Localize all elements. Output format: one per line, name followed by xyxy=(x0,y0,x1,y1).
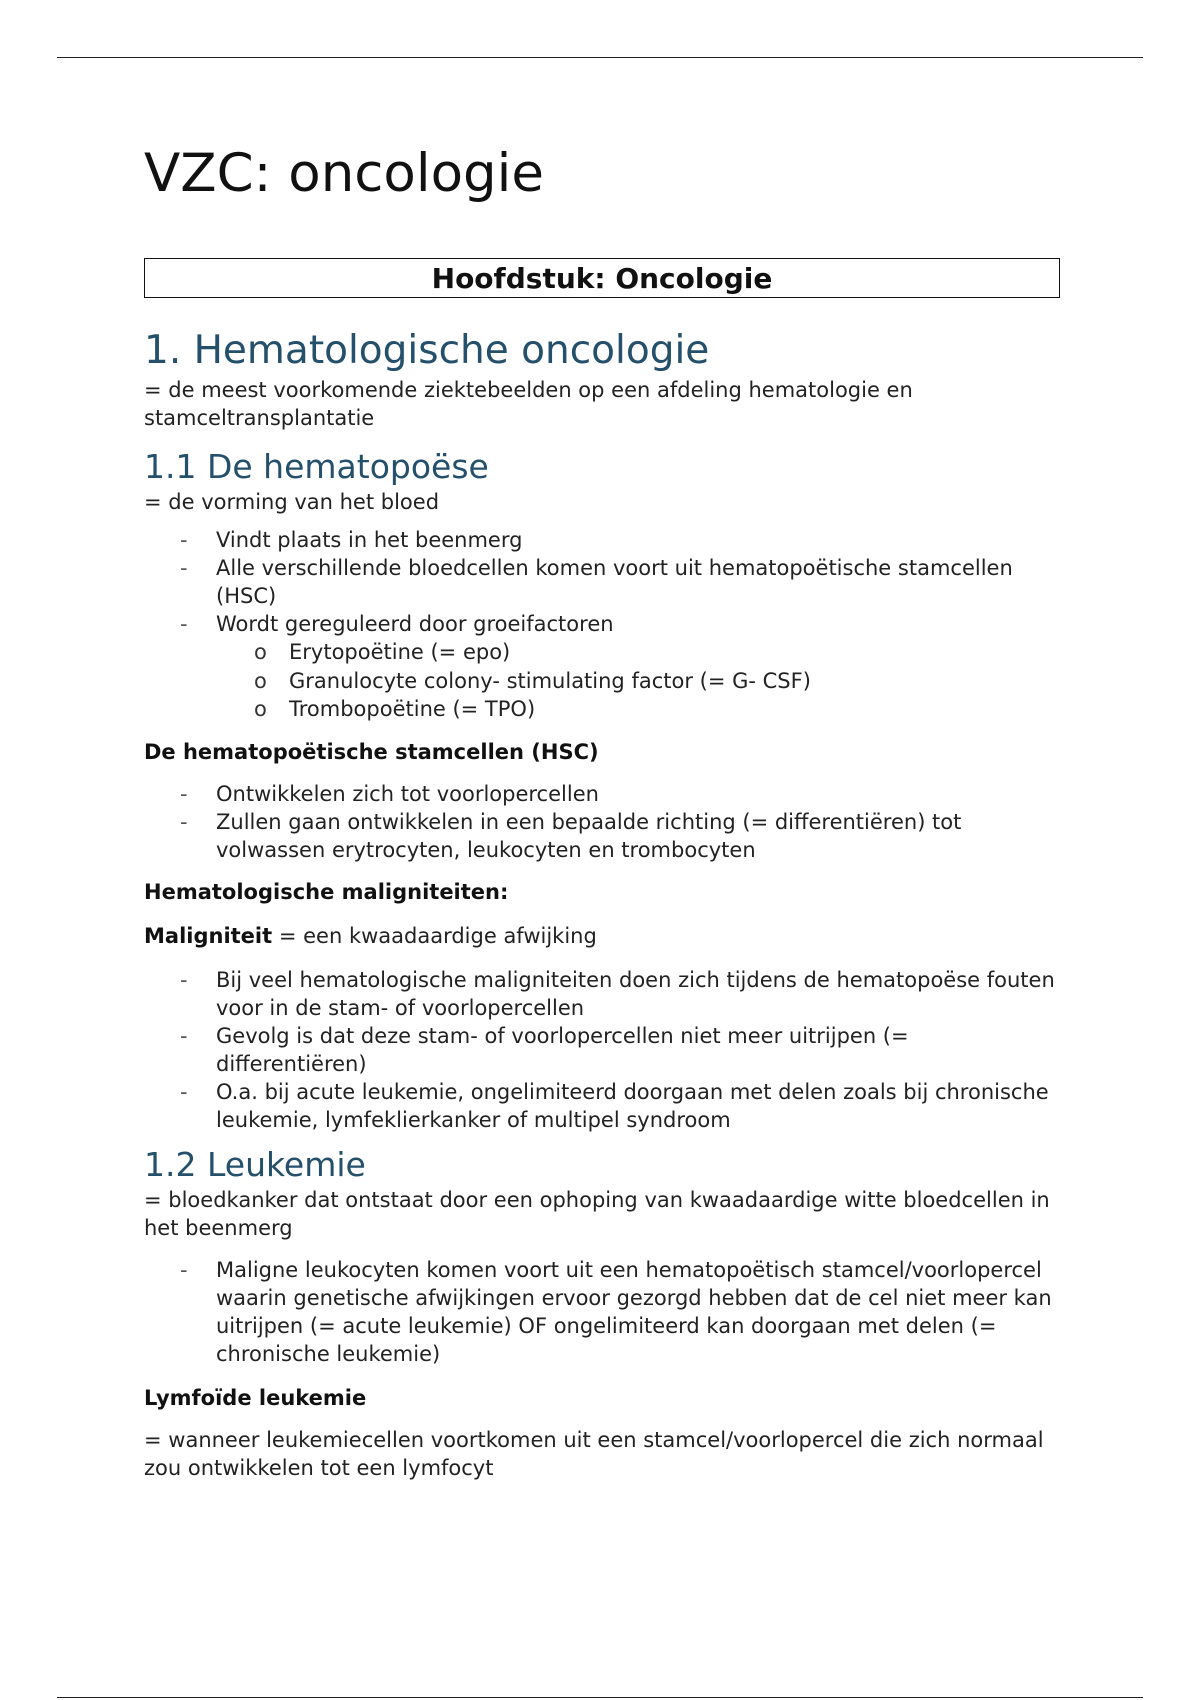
chapter-title: Hoofdstuk: Oncologie xyxy=(431,261,773,295)
section-heading-1: 1. Hematologische oncologie xyxy=(144,328,710,373)
malignancy-list xyxy=(144,966,1064,1134)
malignancy-def-text: = een kwaadaardige afwijking xyxy=(272,923,597,948)
section-1-2-intro: = bloedkanker dat ontstaat door een ophoping van kwaadaardige witte bloedcellen in het beenmerg xyxy=(144,1187,1050,1240)
malignancy-term: Maligniteit xyxy=(144,923,273,948)
list-item: - Gevolg is dat deze stam- of voorlopercellen niet meer uitrijpen (= differentiëren) xyxy=(180,1023,909,1076)
sub-list-item: o Granulocyte colony- stimulating factor (= G- CSF) xyxy=(144,667,1064,696)
list-item: - Vindt plaats in het beenmerg xyxy=(180,528,523,552)
sub-list-item: o Erytopoëtine (= epo) xyxy=(144,638,1064,667)
list-item: - Ontwikkelen zich tot voorlopercellen xyxy=(180,781,599,806)
malignancy-definition xyxy=(144,922,1064,950)
section-heading-1-2: 1.2 Leukemie xyxy=(144,1144,366,1184)
document-page xyxy=(144,140,1064,1482)
dash-marker: - xyxy=(180,781,188,806)
dash-marker: - xyxy=(180,1257,188,1282)
chapter-title-box xyxy=(144,258,1060,298)
circle-marker: o xyxy=(254,697,267,721)
hsc-list xyxy=(144,780,1064,864)
document-title: VZC: oncologie xyxy=(144,143,544,204)
growth-factor-list xyxy=(144,638,1064,724)
dash-marker: - xyxy=(180,1079,188,1104)
lymphoid-leukemia-definition: = wanneer leukemiecellen voortkomen uit een stamcel/voorlopercel die zich normaal zou ontwikkelen tot een lymfocyt xyxy=(144,1427,1044,1480)
circle-marker: o xyxy=(254,640,267,664)
hematopoese-list xyxy=(144,526,1064,638)
section-1-intro: = de meest voorkomende ziektebeelden op een afdeling hematologie en stamceltransplantatie xyxy=(144,378,913,430)
list-item: - O.a. bij acute leukemie, ongelimiteerd doorgaan met delen zoals bij chronische leukemie, lymfeklierkanker of multipel syndroom xyxy=(180,1079,1049,1132)
list-item: - Wordt gereguleerd door groeifactoren xyxy=(180,612,614,636)
list-item: - Alle verschillende bloedcellen komen voort uit hematopoëtische stamcellen (HSC) xyxy=(180,556,1013,608)
malignancies-heading: Hematologische maligniteiten: xyxy=(144,879,509,904)
sub-list-item: o Trombopoëtine (= TPO) xyxy=(144,695,1064,724)
dash-marker: - xyxy=(180,809,188,834)
dash-marker: - xyxy=(180,528,188,552)
circle-marker: o xyxy=(254,668,267,693)
dash-marker: - xyxy=(180,967,188,992)
list-item: - Zullen gaan ontwikkelen in een bepaalde richting (= differentiëren) tot volwassen erytrocyten, leukocyten en trombocyten xyxy=(180,809,962,862)
list-item: - Maligne leukocyten komen voort uit een hematopoëtisch stamcel/voorlopercel waarin genetische afwijkingen ervoor gezorgd hebben dat de cel niet meer kan uitrijpen (= acute leukemie) OF ongelimiteerd kan doorgaan met delen (= chronische leukemie) xyxy=(180,1257,1052,1366)
dash-marker: - xyxy=(180,612,188,636)
dash-marker: - xyxy=(180,1023,188,1048)
section-1-1-intro: = de vorming van het bloed xyxy=(144,490,440,514)
list-item: - Bij veel hematologische maligniteiten doen zich tijdens de hematopoëse fouten voor in de stam- of voorlopercellen xyxy=(180,967,1055,1020)
bottom-rule xyxy=(57,1697,1143,1698)
top-rule xyxy=(57,57,1143,58)
lymphoid-leukemia-heading: Lymfoïde leukemie xyxy=(144,1385,367,1410)
leukemia-list xyxy=(144,1256,1064,1368)
hsc-heading: De hematopoëtische stamcellen (HSC) xyxy=(144,739,599,764)
section-heading-1-1: 1.1 De hematopoëse xyxy=(144,447,489,486)
dash-marker: - xyxy=(180,556,188,580)
